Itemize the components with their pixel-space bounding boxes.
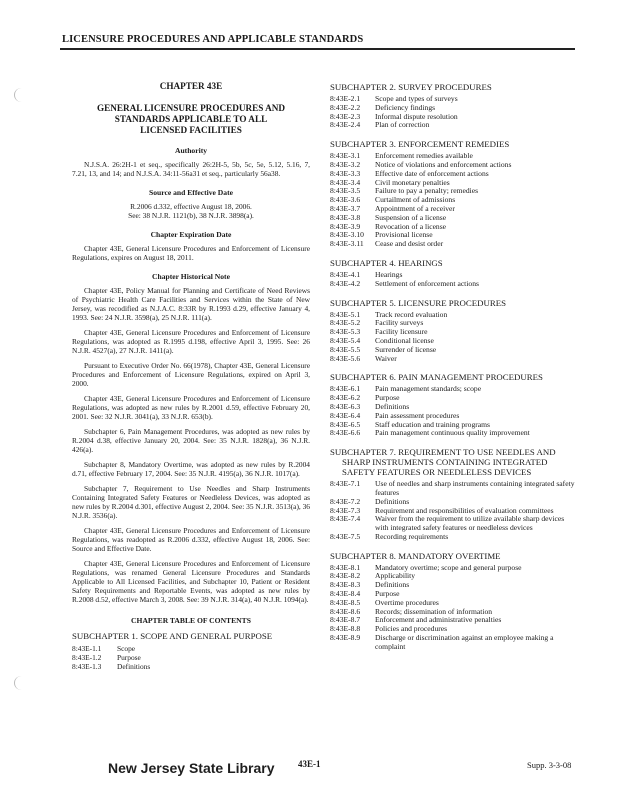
section-number: 8:43E-3.1	[330, 151, 361, 161]
page-number: 43E-1	[298, 759, 321, 769]
section-title: Track record evaluation	[375, 309, 448, 319]
section-number: 8:43E-6.4	[330, 410, 361, 420]
margin-mark	[14, 676, 29, 690]
toc-section-row[interactable]	[330, 337, 576, 346]
section-number: 8:43E-3.10	[330, 230, 364, 240]
section-number: 8:43E-6.1	[330, 384, 361, 394]
history-paragraph: Subchapter 8, Mandatory Overtime, was adopted as new rules by R.2004 d.71, effective February 17, 2004. See: 35 N.J.R. 4195(a), 36 N.J.R. 1017(a).	[72, 460, 310, 478]
toc-section-row[interactable]	[72, 644, 310, 653]
chapter-title-line: LICENSED FACILITIES	[140, 125, 242, 135]
section-number: 8:43E-2.4	[330, 120, 361, 130]
section-list	[330, 480, 576, 542]
section-number: 8:43E-6.6	[330, 428, 361, 438]
history-paragraph: Subchapter 7, Requirement to Use Needles and Sharp Instruments Containing Integrated Safety Features or Needleless Devices, was adopted as new rules by R.2004 d.301, effective August 2, 2004. See: 35 N.J.R. 3513(a), 36 N.J.R. 3536(a).	[72, 484, 310, 520]
section-number: 8:43E-8.3	[330, 580, 361, 590]
section-title: Deficiency findings	[375, 102, 436, 112]
toc-section-row[interactable]	[330, 121, 576, 130]
section-title: Enforcement remedies available	[375, 151, 473, 161]
section-list	[330, 385, 576, 438]
section-title: Surrender of license	[375, 344, 437, 354]
toc-section-row[interactable]	[330, 214, 576, 223]
section-title: Pain assessment procedures	[375, 410, 460, 420]
section-number: 8:43E-8.5	[330, 597, 361, 607]
source-line: See: 38 N.J.R. 1121(b), 38 N.J.R. 3898(a).	[128, 211, 254, 220]
toc-section-row[interactable]	[330, 280, 576, 289]
section-title: Conditional license	[375, 335, 434, 345]
chapter-number: CHAPTER 43E	[159, 81, 223, 91]
section-title: Settlement of enforcement actions	[375, 278, 479, 288]
chapter-title-line: STANDARDS APPLICABLE TO ALL	[114, 114, 268, 124]
section-title: Requirement and responsibilities of evaluation committees	[375, 505, 554, 515]
section-title: Scope	[117, 644, 136, 653]
toc-section-row[interactable]	[330, 572, 576, 581]
section-title: Cease and desist order	[375, 239, 444, 249]
section-list	[330, 152, 576, 249]
section-number: 8:43E-7.2	[330, 496, 361, 506]
section-number: 8:43E-8.7	[330, 615, 361, 625]
section-list	[330, 564, 576, 652]
toc-section-row[interactable]	[330, 231, 576, 240]
section-list	[330, 311, 576, 364]
toc-section-row[interactable]	[330, 95, 576, 104]
toc-section-row[interactable]	[330, 240, 576, 249]
section-number: 8:43E-1.3	[72, 662, 102, 671]
section-title: Scope and types of surveys	[375, 94, 458, 103]
section-number: 8:43E-6.2	[330, 393, 361, 403]
section-title: Discharge or discrimination against an employee making a complaint	[375, 633, 554, 651]
toc-heading: CHAPTER TABLE OF CONTENTS	[131, 616, 251, 625]
margin-mark	[14, 88, 29, 102]
right-column	[330, 82, 576, 661]
section-title: Definitions	[375, 580, 410, 590]
history-paragraph: Chapter 43E, General Licensure Procedures and Enforcement of Licensure Regulations, was renamed General Licensure Procedures and Standards Applicable to All Licensed Facilities, and Subchapter 10, Patient or Resident Safety Requirements and Reportable Events, was adopted as new rules by R.2008 d.52, effective March 3, 2008. See: 39 N.J.R. 314(a), 40 N.J.R. 1094(a).	[72, 559, 310, 604]
section-number: 8:43E-7.1	[330, 479, 361, 489]
section-title: Hearings	[375, 269, 403, 279]
toc-section-row[interactable]	[330, 480, 576, 498]
toc-section-row[interactable]	[330, 590, 576, 599]
section-number: 8:43E-8.9	[330, 633, 361, 643]
toc-section-row[interactable]	[72, 662, 310, 671]
section-title: Informal dispute resolution	[375, 111, 458, 121]
section-number: 8:43E-8.6	[330, 606, 361, 616]
history-heading: Chapter Historical Note	[152, 272, 230, 281]
section-number: 8:43E-7.3	[330, 505, 361, 515]
section-title: Provisional license	[375, 230, 433, 240]
section-title: Records; dissemination of information	[375, 606, 493, 616]
toc-section-row[interactable]	[330, 113, 576, 122]
section-title: Notice of violations and enforcement actions	[375, 159, 512, 169]
section-title: Definitions	[375, 401, 410, 411]
subchapter-title: SUBCHAPTER 4. HEARINGS	[330, 257, 443, 268]
section-title: Definitions	[375, 496, 410, 506]
section-number: 8:43E-8.1	[330, 562, 361, 572]
toc-section-row[interactable]	[330, 355, 576, 364]
section-number: 8:43E-5.6	[330, 353, 361, 363]
section-number: 8:43E-8.2	[330, 571, 361, 581]
section-list	[330, 95, 576, 130]
section-number: 8:43E-3.9	[330, 221, 361, 231]
section-title: Suspension of a license	[375, 212, 447, 222]
authority-heading: Authority	[174, 146, 208, 155]
section-title: Waiver from the requirement to utilize available sharp devices with integrated safety features or needleless devices	[375, 514, 565, 533]
subchapter-title: SUBCHAPTER 1. SCOPE AND GENERAL PURPOSE	[72, 631, 273, 641]
section-number: 8:43E-8.8	[330, 624, 361, 634]
section-list	[330, 271, 576, 289]
left-column	[72, 82, 310, 680]
section-number: 8:43E-3.7	[330, 203, 361, 213]
section-number: 8:43E-2.1	[330, 94, 361, 103]
section-number: 8:43E-2.2	[330, 102, 361, 112]
section-number: 8:43E-6.5	[330, 419, 361, 429]
section-title: Civil monetary penalties	[375, 177, 450, 187]
section-number: 8:43E-3.11	[330, 239, 364, 249]
section-title: Facility licensure	[375, 327, 428, 337]
history-paragraph: Subchapter 6, Pain Management Procedures, was adopted as new rules by R.2004 d.38, effective January 20, 2004. See: 35 N.J.R. 1828(a), 36 N.J.R. 426(a).	[72, 427, 310, 454]
section-number: 8:43E-8.4	[330, 589, 361, 599]
section-title: Applicability	[375, 571, 416, 581]
section-title: Definitions	[117, 662, 151, 671]
subchapter-title: SUBCHAPTER 7. REQUIREMENT TO USE NEEDLES AND SHARP INSTRUMENTS CONTAINING INTEGRATED SAFETY FEATURES OR NEEDLELESS DEVICES	[330, 447, 556, 478]
toc-section-row[interactable]	[330, 385, 576, 394]
toc-section-row[interactable]	[330, 346, 576, 355]
section-number: 8:43E-4.2	[330, 278, 361, 288]
subchapter-title: SUBCHAPTER 2. SURVEY PROCEDURES	[330, 82, 492, 92]
section-number: 8:43E-5.5	[330, 344, 361, 354]
history-paragraph: Chapter 43E, Policy Manual for Planning and Certificate of Need Reviews of Psychiatric Health Care Facilities and Services within the State of New Jersey, was recodified as N.J.A.C. 8:33R by R.1993 d.29, effective January 4, 1993. See: 24 N.J.R. 3598(a), 25 N.J.R. 111(a).	[72, 286, 310, 322]
library-brand: New Jersey State Library	[108, 760, 275, 776]
toc-section-row[interactable]	[330, 170, 576, 179]
section-title: Curtailment of admissions	[375, 195, 456, 205]
toc-section-row[interactable]	[330, 564, 576, 573]
toc-section-row[interactable]	[330, 223, 576, 232]
section-number: 8:43E-3.6	[330, 195, 361, 205]
section-title: Use of needles and sharp instruments containing integrated safety features	[375, 479, 575, 497]
section-number: 8:43E-5.1	[330, 309, 361, 319]
toc-section-row[interactable]	[330, 394, 576, 403]
section-title: Enforcement and administrative penalties	[375, 615, 502, 625]
section-number: 8:43E-6.3	[330, 401, 361, 411]
history-paragraph: Chapter 43E, General Licensure Procedures and Enforcement of Licensure Regulations, was readopted as R.2006 d.332, effective August 18, 2006. See: Source and Effective Date.	[72, 526, 310, 553]
toc-section-row[interactable]	[330, 429, 576, 438]
source-line: R.2006 d.332, effective August 18, 2006.	[130, 202, 252, 211]
section-number: 8:43E-1.2	[72, 653, 102, 662]
section-number: 8:43E-3.3	[330, 168, 361, 178]
section-title: Purpose	[375, 393, 400, 403]
chapter-title-line: GENERAL LICENSURE PROCEDURES AND	[96, 103, 286, 113]
toc-section-row[interactable]	[330, 328, 576, 337]
section-number: 8:43E-5.4	[330, 335, 361, 345]
toc-section-row[interactable]	[330, 581, 576, 590]
section-number: 8:43E-5.2	[330, 318, 361, 328]
section-number: 8:43E-1.1	[72, 644, 102, 653]
section-title: Plan of correction	[375, 120, 430, 130]
supplement-date: Supp. 3-3-08	[527, 760, 572, 770]
section-title: Waiver	[375, 353, 397, 363]
section-number: 8:43E-3.8	[330, 212, 361, 222]
authority-text: N.J.S.A. 26:2H-1 et seq., specifically 26:2H-5, 5b, 5c, 5e, 5.12, 5.16, 7, 7.21, 13, and 14; and N.J.S.A. 34:11-56a31 et seq., particularly 56a38.	[72, 160, 310, 178]
section-title: Recording requirements	[375, 531, 449, 541]
section-number: 8:43E-4.1	[330, 269, 361, 279]
toc-section-row[interactable]	[330, 515, 576, 533]
section-number: 8:43E-3.5	[330, 186, 361, 196]
toc-section-row[interactable]	[72, 653, 310, 662]
running-head: LICENSURE PROCEDURES AND APPLICABLE STANDARDS	[62, 34, 364, 45]
expiration-heading: Chapter Expiration Date	[150, 230, 232, 239]
expiration-text: Chapter 43E, General Licensure Procedures and Enforcement of Licensure Regulations, expires on August 18, 2011.	[72, 244, 310, 262]
section-title: Pain management continuous quality improvement	[375, 428, 530, 438]
section-number: 8:43E-3.4	[330, 177, 361, 187]
toc-section-row[interactable]	[330, 311, 576, 320]
section-title: Effective date of enforcement actions	[375, 168, 489, 178]
chapter-title	[72, 103, 310, 136]
toc-section-row[interactable]	[330, 319, 576, 328]
section-number: 8:43E-5.3	[330, 327, 361, 337]
section-title: Purpose	[375, 589, 400, 599]
toc-section-row[interactable]	[330, 533, 576, 542]
history-paragraph: Chapter 43E, General Licensure Procedures and Enforcement of Licensure Regulations, was adopted as new rules by R.2001 d.59, effective February 20, 2001. See: 32 N.J.R. 3041(a), 33 N.J.R. 653(b).	[72, 394, 310, 421]
subchapter-title: SUBCHAPTER 8. MANDATORY OVERTIME	[330, 550, 501, 561]
section-title: Overtime procedures	[375, 597, 439, 607]
section-title: Mandatory overtime; scope and general purpose	[375, 562, 522, 572]
section-number: 8:43E-2.3	[330, 111, 361, 121]
source-heading: Source and Effective Date	[148, 188, 233, 197]
section-title: Staff education and training programs	[375, 419, 490, 429]
section-title: Appointment of a receiver	[375, 203, 455, 213]
section-number: 8:43E-3.2	[330, 159, 361, 169]
section-title: Policies and procedures	[375, 624, 448, 634]
section-title: Failure to pay a penalty; remedies	[375, 186, 479, 196]
toc-section-row[interactable]	[330, 634, 576, 652]
header-rule	[60, 48, 575, 50]
subchapter-title: SUBCHAPTER 6. PAIN MANAGEMENT PROCEDURES	[330, 372, 543, 383]
section-title: Facility surveys	[375, 318, 424, 328]
section-list	[72, 644, 310, 671]
subchapter-title: SUBCHAPTER 3. ENFORCEMENT REMEDIES	[330, 139, 510, 150]
section-title: Revocation of a license	[375, 221, 447, 231]
subchapter-title: SUBCHAPTER 5. LICENSURE PROCEDURES	[330, 297, 506, 308]
history-paragraph: Pursuant to Executive Order No. 66(1978), Chapter 43E, General Licensure Procedures and Enforcement of Licensure Regulations, expired on April 3, 2000.	[72, 361, 310, 388]
toc-section-row[interactable]	[330, 616, 576, 625]
section-number: 8:43E-7.4	[330, 514, 361, 524]
section-title: Pain management standards; scope	[375, 384, 482, 394]
section-number: 8:43E-7.5	[330, 531, 361, 541]
toc-section-row[interactable]	[330, 205, 576, 214]
section-title: Purpose	[117, 653, 141, 662]
history-paragraph: Chapter 43E, General Licensure Procedures and Enforcement of Licensure Regulations, was adopted as R.1995 d.198, effective April 3, 1995. See: 26 N.J.R. 4527(a), 27 N.J.R. 1411(a).	[72, 328, 310, 355]
